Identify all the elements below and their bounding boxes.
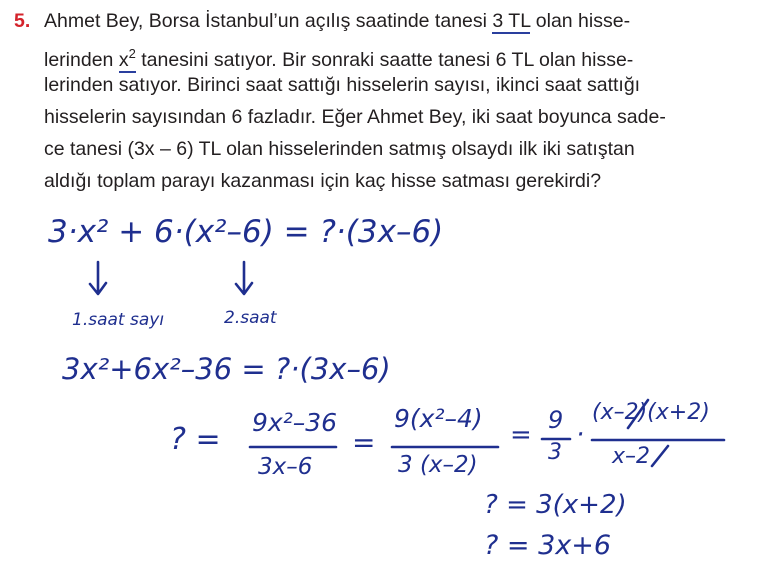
handwritten-equation-1: 3·x² + 6·(x²–6) = ?·(3x–6) — [48, 214, 444, 250]
eq3-equals-1: = — [352, 426, 376, 459]
eq3-denominator-1: 3x–6 — [258, 454, 313, 480]
question-text: Ahmet Bey, Borsa İstanbul’un açılış saatinde tanesi — [44, 10, 493, 32]
eq3-equals-2: = — [510, 420, 532, 450]
handwritten-equation-2: 3x²+6x²–36 = ?·(3x–6) — [62, 352, 391, 386]
handwritten-equation-4: ? = 3(x+2) — [484, 490, 627, 520]
eq3-lhs: ? = — [170, 422, 221, 457]
question-line-6: aldığı toplam parayı kazanması için kaç hisse satması gerekirdi? — [44, 170, 602, 192]
eq3-denominator-2: 3 (x–2) — [398, 452, 478, 478]
question-text: lerinden — [44, 49, 119, 71]
variable-x: x — [118, 49, 129, 71]
question-line-5: ce tanesi (3x – 6) TL olan hisselerinden satmış olsaydı ilk iki satıştan — [44, 138, 635, 160]
eq3-numerator-2: 9(x²–4) — [394, 404, 483, 433]
question-number: 5. — [14, 10, 31, 32]
price-underlined: 3 TL — [492, 10, 531, 32]
question-text: tanesini satıyor. Bir sonraki saatte tanesi 6 TL olan hisse- — [135, 49, 634, 71]
handwritten-equation-5: ? = 3x+6 — [484, 530, 612, 561]
eq3-numerator-3: 9 — [548, 406, 564, 434]
arrow-down-2 — [236, 262, 252, 294]
eq3-numerator-1: 9x²–36 — [252, 408, 338, 437]
eq3-denominator-4: x–2 — [612, 444, 651, 469]
label-first-hour: 1.saat sayı — [72, 310, 165, 330]
eq3-denominator-3: 3 — [548, 440, 562, 465]
eq3-dot: · — [576, 420, 585, 450]
variable-exponent: 2 — [128, 46, 136, 61]
arrow-down-1 — [90, 262, 106, 294]
question-line-3: lerinden satıyor. Birinci saat sattığı hisselerin sayısı, ikinci saat sattığı — [44, 74, 641, 96]
question-text: olan hisse- — [530, 10, 631, 32]
label-second-hour: 2.saat — [224, 308, 277, 328]
cancel-stroke-2 — [652, 446, 668, 466]
question-line-4: hisselerin sayısından 6 fazladır. Eğer Ahmet Bey, iki saat boyunca sade- — [44, 106, 666, 128]
eq3-numerator-4: (x–2)(x+2) — [592, 400, 710, 425]
